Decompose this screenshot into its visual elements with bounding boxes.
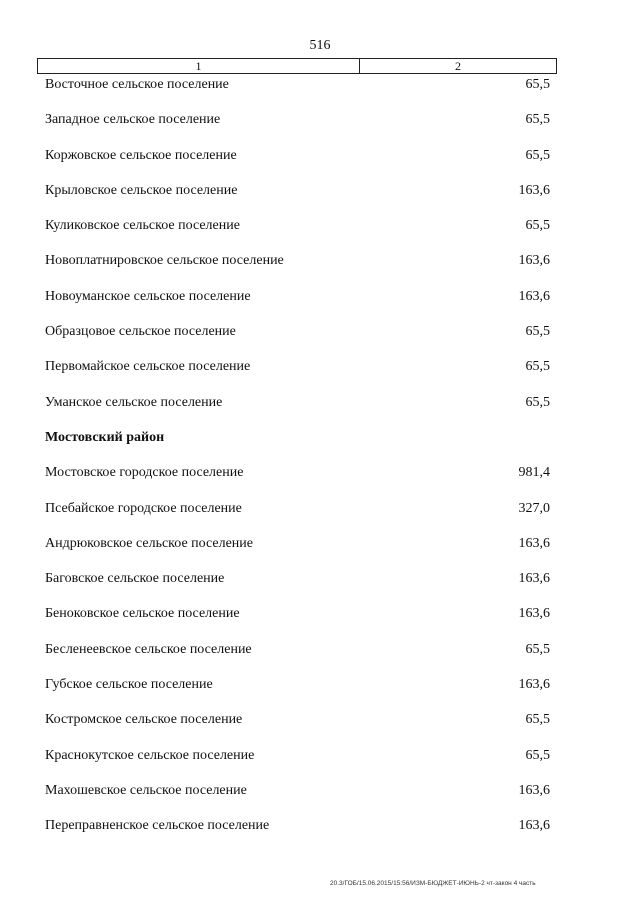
table-row bbox=[45, 535, 550, 570]
table-row bbox=[45, 711, 550, 746]
table-body bbox=[45, 76, 550, 853]
table-row bbox=[45, 500, 550, 535]
amount-value: 163,6 bbox=[518, 288, 550, 304]
settlement-name: Новоуманское сельское поселение bbox=[45, 288, 251, 304]
amount-value: 163,6 bbox=[518, 182, 550, 198]
settlement-name: Баговское сельское поселение bbox=[45, 571, 225, 587]
settlement-name: Переправненское сельское поселение bbox=[45, 818, 270, 834]
page-number: 516 bbox=[309, 38, 331, 53]
amount-value: 65,5 bbox=[525, 712, 550, 728]
amount-value: 327,0 bbox=[518, 500, 550, 516]
settlement-name: Восточное сельское поселение bbox=[45, 77, 229, 92]
settlement-name: Западное сельское поселение bbox=[45, 112, 221, 128]
settlement-name: Уманское сельское поселение bbox=[45, 394, 223, 410]
document-footer: 20.3/ГОБ/15.06.2015/15:56/ИЗМ-БЮДЖЕТ-ИЮНЬ-2 чт-закон 4 часть bbox=[330, 880, 536, 887]
table-row bbox=[45, 358, 550, 393]
table-row bbox=[45, 288, 550, 323]
settlement-name: Коржовское сельское поселение bbox=[45, 147, 237, 163]
amount-value: 163,6 bbox=[518, 571, 550, 587]
amount-value: 65,5 bbox=[525, 112, 550, 128]
column-header-1: 1 bbox=[38, 59, 360, 73]
table-row bbox=[45, 252, 550, 287]
settlement-name: Образцовое сельское поселение bbox=[45, 324, 236, 340]
settlement-name: Губское сельское поселение bbox=[45, 677, 213, 693]
amount-value: 65,5 bbox=[525, 324, 550, 340]
amount-value: 163,6 bbox=[518, 606, 550, 622]
amount-value: 163,6 bbox=[518, 782, 550, 798]
amount-value: 65,5 bbox=[525, 147, 550, 163]
settlement-name: Костромское сельское поселение bbox=[45, 712, 243, 728]
table-row bbox=[45, 182, 550, 217]
amount-value: 65,5 bbox=[525, 747, 550, 763]
settlement-name: Андрюковское сельское поселение bbox=[45, 535, 253, 551]
settlement-name: Краснокутское сельское поселение bbox=[45, 747, 255, 763]
amount-value: 163,6 bbox=[518, 253, 550, 269]
amount-value: 163,6 bbox=[518, 535, 550, 551]
table-row bbox=[45, 782, 550, 817]
table-row bbox=[45, 464, 550, 499]
section-heading: Мостовский район bbox=[45, 429, 165, 445]
settlement-name: Куликовское сельское поселение bbox=[45, 218, 240, 234]
settlement-name: Крыловское сельское поселение bbox=[45, 182, 238, 198]
amount-value: 163,6 bbox=[518, 818, 550, 834]
settlement-name: Первомайское сельское поселение bbox=[45, 359, 251, 375]
settlement-name: Махошевское сельское поселение bbox=[45, 782, 247, 798]
table-row bbox=[45, 747, 550, 782]
settlement-name: Мостовское городское поселение bbox=[45, 465, 244, 481]
amount-value: 163,6 bbox=[518, 677, 550, 693]
settlement-name: Псебайское городское поселение bbox=[45, 500, 242, 516]
amount-value: 65,5 bbox=[525, 77, 550, 92]
table-row bbox=[45, 676, 550, 711]
settlement-name: Беноковское сельское поселение bbox=[45, 606, 240, 622]
settlement-name: Бесленеевское сельское поселение bbox=[45, 641, 252, 657]
amount-value: 65,5 bbox=[525, 641, 550, 657]
amount-value: 65,5 bbox=[525, 394, 550, 410]
table-row bbox=[45, 147, 550, 182]
section-heading-row bbox=[45, 429, 550, 464]
table-row bbox=[45, 641, 550, 676]
table-row bbox=[45, 817, 550, 852]
amount-value: 65,5 bbox=[525, 359, 550, 375]
table-row bbox=[45, 76, 550, 111]
table-header bbox=[37, 58, 557, 74]
settlement-name: Новоплатнировское сельское поселение bbox=[45, 253, 284, 269]
table-row bbox=[45, 605, 550, 640]
table-row bbox=[45, 394, 550, 429]
table-row bbox=[45, 217, 550, 252]
amount-value: 65,5 bbox=[525, 218, 550, 234]
table-row bbox=[45, 570, 550, 605]
table-row bbox=[45, 111, 550, 146]
table-row bbox=[45, 323, 550, 358]
column-header-2: 2 bbox=[455, 59, 461, 73]
amount-value: 981,4 bbox=[518, 465, 550, 481]
